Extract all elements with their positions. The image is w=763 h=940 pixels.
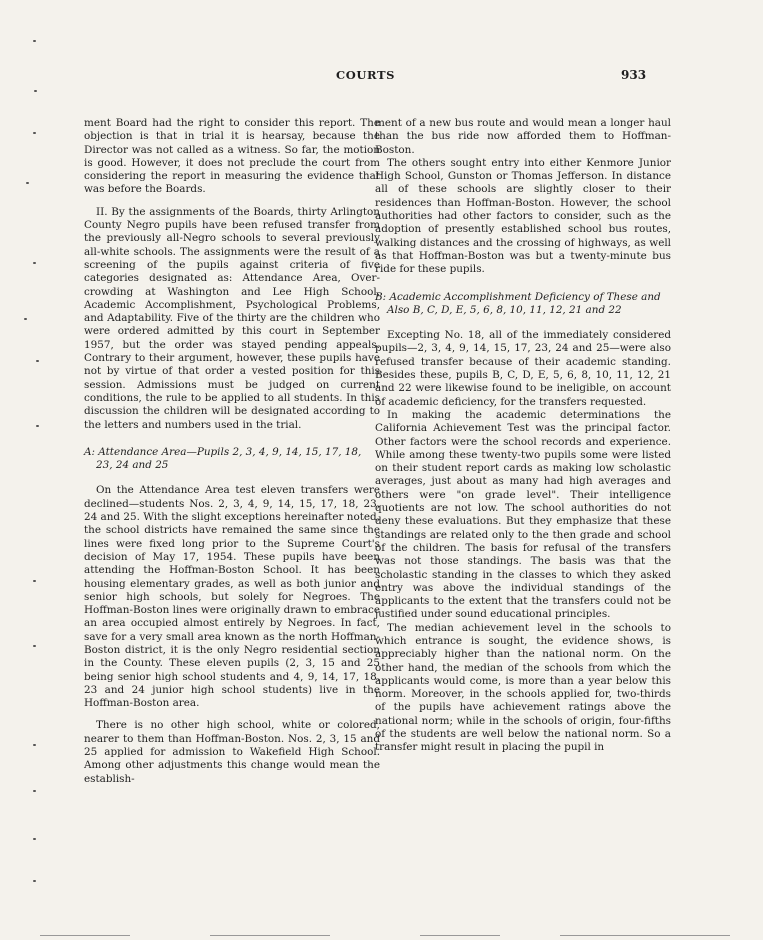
paragraph: The median achievement level in the schools to which entrance is sought, the evidence shows, is appreciably higher than the national norm. On the other hand, the median of the schools from which the applicants would come, is more than a year below this norm. Moreover, in the schools applied for, two-thirds of the pupils have achievement ratings above the national norm; while in the schools of origin, four-fifths of the students are well below the national norm. So a transfer might result in placing the pupil in xyxy=(375,621,671,754)
page-number: 933 xyxy=(621,68,647,82)
paragraph: The others sought entry into either Kenmore Junior High School, Gunston or Thomas Jefferson. In distance all of these schools are slightly closer to their residences than Hoffman-Boston. However, the school authorities had other factors to consider, such as the adoption of presently established school bus routes, walking distances and the crossing of highways, as well as that Hoffman-Boston was but a twenty-minute bus ride for these pupils. xyxy=(375,156,671,276)
footer-rule xyxy=(40,935,130,936)
section-heading-b: B: Academic Accomplishment Deficiency of These and Also B, C, D, E, 5, 6, 8, 10, 11, 12, 21 and 22 xyxy=(375,290,661,316)
section-heading-a: A: Attendance Area—Pupils 2, 3, 4, 9, 14, 15, 17, 18, 23, 24 and 25 xyxy=(84,445,362,472)
running-head: COURTS xyxy=(336,68,396,82)
right-column xyxy=(375,117,671,755)
paragraph: In making the academic determinations the California Achievement Test was the principal factor. Other factors were the school records and experience. While among these twenty-two pupils some were listed on their student report cards as making low scholastic averages, just about as many had high averages and others were "on grade level". Their intelligence quotients are not low. The school authorities do not deny these evaluations. But they emphasize that these standings are related only to the then grade and school of the children. The basis for refusal of the transfers was not those standings. The basis was that the scholastic standing in the classes to which they asked entry was above the individual standings of the applicants to the extent that the transfers could not be justified under sound educational principles. xyxy=(375,408,671,621)
left-column xyxy=(84,117,380,786)
paragraph: ment Board had the right to consider this report. The objection is that in trial it is hearsay, because the Director was not called as a witness. So far, the motion is good. However, it does not preclude the court from considering the report in measuring the evidence that was before the Boards. xyxy=(84,117,380,196)
footer-rule xyxy=(210,935,330,936)
paragraph: II. By the assignments of the Boards, thirty Arlington County Negro pupils have been refused transfer from the previously all-Negro schools to several previously all-white schools. The assignments were the result of a screening of the pupils against criteria of five categories designated as: Attendance Area, Over-crowding at Washington and Lee High School, Academic Accomplishment, Psychological Problems, and Adaptability. Five of the thirty are the children who were ordered admitted by this court in September 1957, but the order was stayed pending appeals. Contrary to their argument, however, these pupils have not by virtue of that order a vested position for this session. Admissions must be judged on current conditions, the rule to be applied to all students. In this discussion the children will be designated according to the letters and numbers used in the trial. xyxy=(84,205,380,431)
paragraph: ment of a new bus route and would mean a longer haul than the bus ride now afforded them to Hoffman-Boston. xyxy=(375,117,671,156)
footer-rule xyxy=(560,935,730,936)
paragraph: On the Attendance Area test eleven transfers were declined—students Nos. 2, 3, 4, 9, 14, 15, 17, 18, 23, 24 and 25. With the slight exceptions hereinafter noted, the school districts have remained the same since the lines were fixed long prior to the Supreme Court's decision of May 17, 1954. These pupils have been attending the Hoffman-Boston School. It has been housing elementary grades, as well as both junior and senior high schools, but solely for Negroes. The Hoffman-Boston lines were originally drawn to embrace an area occupied almost entirely by Negroes. In fact, save for a very small area known as the north Hoffman-Boston district, it is the only Negro residential section in the County. These eleven pupils (2, 3, 15 and 25 being senior high school students and 4, 9, 14, 17, 18, 23 and 24 junior high school students) live in the Hoffman-Boston area. xyxy=(84,484,380,710)
footer-rule xyxy=(420,935,500,936)
paragraph: There is no other high school, white or colored, nearer to them than Hoffman-Boston. Nos. 2, 3, 15 and 25 applied for admission to Wakefield High School. Among other adjustments this change would mean the establish- xyxy=(84,719,380,785)
paragraph: Excepting No. 18, all of the immediately considered pupils—2, 3, 4, 9, 14, 15, 17, 23, 24 and 25—were also refused transfer because of their academic standing. Besides these, pupils B, C, D, E, 5, 6, 8, 10, 11, 12, 21 and 22 were likewise found to be ineligible, on account of academic deficiency, for the transfers requested. xyxy=(375,329,671,408)
